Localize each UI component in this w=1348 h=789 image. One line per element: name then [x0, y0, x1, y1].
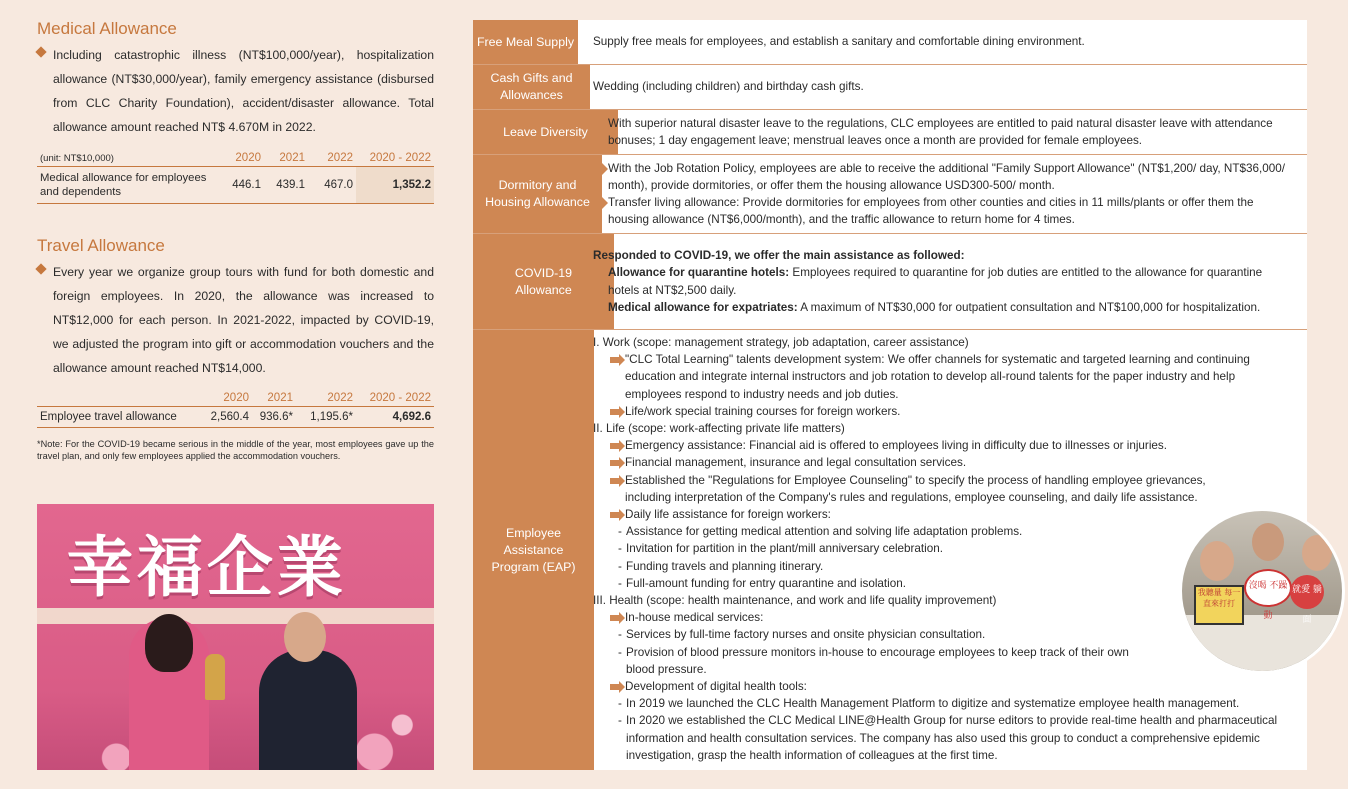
benefit-content: With superior natural disaster leave to the regulations, CLC employees are entitled to paid natural disaster leave with attendance bonuses; 1 day engagement leave; menstrual leaves once a month are provided for female employees. — [593, 110, 1287, 154]
arrow-bullet-icon — [610, 615, 619, 621]
woman-head — [145, 614, 193, 672]
unit-label: (unit: NT$10,000) — [40, 152, 114, 164]
year-header: 2020 — [235, 152, 261, 164]
medical-allowance-title: Medical Allowance — [37, 19, 177, 38]
award-photo — [37, 504, 434, 770]
employees-circle-photo — [1179, 508, 1345, 674]
benefit-content: Supply free meals for employees, and establish a sanitary and comfortable dining environment. — [593, 35, 1085, 49]
arrow-bullet-icon — [593, 200, 602, 206]
man-figure — [259, 650, 357, 770]
travel-note: *Note: For the COVID-19 became serious in the middle of the year, most employees gave up the travel plan, and only few employees applied the accommodation vouchers. — [37, 439, 434, 461]
employee-head — [1200, 541, 1234, 581]
employee-head — [1252, 523, 1284, 561]
arrow-bullet-icon — [593, 166, 602, 172]
benefit-row-free-meal — [473, 20, 1307, 65]
speech-bubble-sign: 沒喝 不躁動 — [1244, 569, 1292, 607]
diamond-bullet-icon — [35, 263, 46, 274]
benefit-content: Responded to COVID-19, we offer the main assistance as followed: Allowance for quarantine hotels: Employees required to quarantine for job duties are entitled to the allowance for quarantine hotels at NT$2,500 daily. Medical allowance for expatriates: A maximum of NT$30,000 for outpatient consultation and NT$100,000 for hospitalization. — [593, 249, 1263, 314]
benefit-row-dormitory — [473, 155, 1307, 234]
benefit-label: Leave Diversity — [473, 110, 618, 154]
arrow-bullet-icon — [610, 409, 619, 415]
table-cell: 439.1 — [264, 167, 308, 204]
travel-allowance-text: Every year we organize group tours with fund for both domestic and foreign employees. In 2020, the allowance was increased to NT$12,000 for each person. In 2021-2022, impacted by COVID-19, we adjusted the program into gift or accommodation vouchers and the allowance amount reached NT$14,000. — [37, 260, 434, 380]
total-header: 2020 - 2022 — [369, 152, 431, 164]
benefit-content: Wedding (including children) and birthday cash gifts. — [593, 80, 864, 94]
heart-decoration — [37, 710, 434, 770]
medical-allowance-text: Including catastrophic illness (NT$100,000/year), hospitalization allowance (NT$30,000/year), family emergency assistance (disbursed from CLC Charity Foundation), accident/disaster allowance. Total allowance amount reached NT$ 4.670M in 2022. — [37, 43, 434, 139]
travel-allowance-table — [37, 390, 434, 428]
table-cell: 1,195.6* — [296, 407, 356, 428]
table-total-cell: 1,352.2 — [356, 167, 434, 204]
total-header: 2020 - 2022 — [369, 392, 431, 404]
arrow-bullet-icon — [610, 357, 619, 363]
table-cell: 446.1 — [218, 167, 264, 204]
red-heart-sign: 就愛 躺面 — [1290, 575, 1324, 609]
arrow-bullet-icon — [610, 684, 619, 690]
photo-banner-text: 幸福企業 — [67, 529, 347, 606]
benefit-label: Cash Gifts and Allowances — [473, 65, 590, 109]
table-cell: 2,560.4 — [198, 407, 252, 428]
photo-ribbon — [37, 608, 434, 624]
year-header: 2022 — [327, 152, 353, 164]
arrow-bullet-icon — [593, 305, 602, 311]
arrow-bullet-icon — [593, 121, 602, 127]
year-header: 2022 — [327, 392, 353, 404]
arrow-bullet-icon — [610, 512, 619, 518]
benefit-content: I. Work (scope: management strategy, job adaptation, career assistance) "CLC Total Learning" talents development system: We offer channels for systematic and targeted learning and continuing education and integrate internal instructors and job rotation to develop all-round talents for the paper industry and help employees respond to industry needs and job duties. Life/work special training courses for foreign workers. II. Life (scope: work-affecting private life matters) Emergency assistance: Financial aid is offered to employees living in difficulty due to illnesses or injuries. Financial management, insurance and legal consultation services. Established the "Regulations for Employee Counseling" to specify the process of handling employee grievances, including interpretation of the Company's rules and regulations, employee counseling, and daily life assistance. Daily life assistance for foreign workers: - Assistance for getting medical attention and solving life adaptation problems. - Invitation for partition in the plant/mill anniversary celebration. - Funding travels and planning itinerary. - Full-amount funding for entry quarantine and isolation. III. Health (scope: health maintenance, and work and life quality improvement) In-house medical services: - Services by full-time factory nurses and onsite physician consultation. - Provision of blood pressure monitors in-house to encourage employees to keep track of their own blood pressure. Development of digital health tools: - In 2019 we launched the CLC Health Management Platform to digitize and systematize employee health management. - In 2020 we established the CLC Medical LINE@Health Group for nurse editors to provide real-time health and pharmaceutical information and health consultation services. The company has also used this group to conduct a comprehensive epidemic investigation, grasp the health information of colleagues at the first time. — [593, 336, 1278, 762]
man-head — [284, 612, 326, 662]
table-cell: 936.6* — [252, 407, 296, 428]
arrow-bullet-icon — [610, 443, 619, 449]
benefit-row-cash-gifts — [473, 65, 1307, 110]
employee-head — [1302, 535, 1332, 571]
benefit-label: Dormitory and Housing Allowance — [473, 155, 602, 233]
trophy-icon — [205, 654, 225, 700]
benefit-label: COVID-19 Allowance — [473, 234, 614, 329]
arrow-bullet-icon — [593, 270, 602, 276]
arrow-bullet-icon — [610, 460, 619, 466]
benefit-label: Free Meal Supply — [473, 20, 578, 64]
benefit-row-covid — [473, 234, 1307, 330]
year-header: 2021 — [267, 392, 293, 404]
table-row-label: Employee travel allowance — [37, 407, 198, 428]
benefit-label: Employee Assistance Program (EAP) — [473, 330, 594, 770]
benefit-row-eap — [473, 330, 1307, 770]
benefit-content: With the Job Rotation Policy, employees are able to receive the additional "Family Support Allowance" (NT$1,200/ day, NT$36,000/ month), provide dormitories, or offer them the housing allowance USD300-500/ month. Transfer living allowance: Provide dormitories for employees from other counties and cities in 11 mills/plants or offer them the housing allowance (NT$6,000/month), and the traffic allowance to return home for 4 times. — [593, 155, 1287, 233]
yellow-sign: 我聽量 每一直來打打 — [1194, 585, 1244, 625]
diamond-bullet-icon — [35, 46, 46, 57]
year-header: 2020 — [223, 392, 249, 404]
travel-allowance-title: Travel Allowance — [37, 236, 165, 255]
medical-allowance-table — [37, 150, 434, 204]
benefit-row-leave — [473, 110, 1307, 155]
table-total-cell: 4,692.6 — [356, 407, 434, 428]
table-row-label: Medical allowance for employees and dependents — [37, 167, 218, 204]
arrow-bullet-icon — [610, 478, 619, 484]
year-header: 2021 — [279, 152, 305, 164]
table-cell: 467.0 — [308, 167, 356, 204]
